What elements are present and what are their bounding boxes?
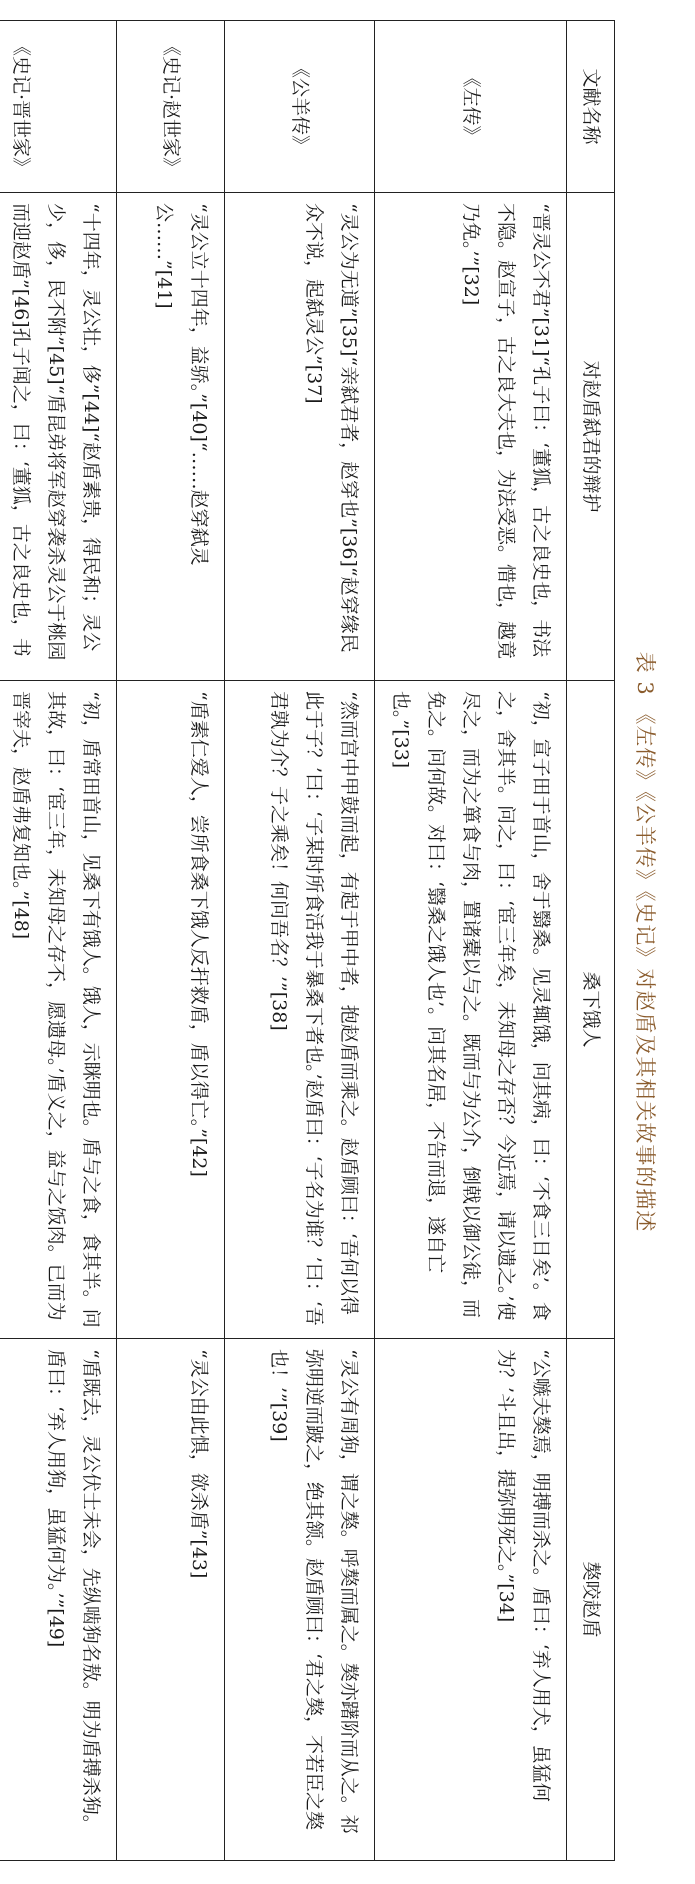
source-cell: 《史记·赵世家》 [117,21,225,193]
mastiff-cell: “灵公由此惧，欲杀盾”[43] [117,1339,225,1861]
hungry-man-cell: “盾素仁爱人，尝所食桑下饿人反扞救盾，盾以得亡。”[42] [117,681,225,1339]
table-row [117,21,225,1861]
source-cell: 《史记·晋世家》 [0,21,117,193]
table-row [0,21,117,1861]
mastiff-cell: “公嗾夫獒焉，明搏而杀之。盾曰：‘弃人用犬，虽猛何为？’斗且出，提弥明死之。”[34] [375,1339,567,1861]
defense-cell: “灵公立十四年，益骄。”[40]“……赵穿弑灵公……”[41] [117,193,225,681]
mastiff-cell: “盾既去，灵公伏士未会，先纵啮狗名敖。明为盾搏杀狗。盾曰：‘弃人用狗，虽猛何为。’”[49] [0,1339,117,1861]
defense-cell: “十四年，灵公壮，侈”[44]“赵盾素贵，得民和；灵公少，侈，民不附”[45]“盾昆弟将军赵穿袭杀灵公于桃园而迎赵盾”[46]孔子闻之，曰：‘董狐，古之良史也，书 [0,193,117,681]
defense-cell: “晋灵公不君”[31]“孔子曰：‘董狐，古之良史也，书法不隐。赵宣子，古之良大夫也，为法受恶。惜也，越竟乃免。’”[32] [375,193,567,681]
header-mastiff: 獒咬赵盾 [567,1339,615,1861]
mastiff-cell: “灵公有周狗，谓之獒。呼獒而属之。獒亦躇阶而从之。祁弥明逆而跛之，绝其颔。赵盾顾曰：‘君之獒，不若臣之獒也！’”[39] [225,1339,375,1861]
defense-cell: “灵公为无道”[35]“亲弑君者，赵穿也”[36]“赵穿缘民众不说，起弑灵公”[37] [225,193,375,681]
header-row [567,21,615,1861]
header-hungry-man: 桑下饿人 [567,681,615,1339]
source-cell: 《公羊传》 [225,21,375,193]
header-defense: 对赵盾弑君的辩护 [567,193,615,681]
table-caption: 表 3 《左传》《公羊传》《史记》对赵盾及其相关故事的描述 [633,651,657,1233]
hungry-man-cell: “然而宫中甲鼓而起，有起于甲中者，抱赵盾而乘之。赵盾顾曰：‘吾何以得此于子？’曰：‘子某时所食活我于暴桑下者也。’赵盾曰：‘子名为谁？’曰：‘吾君孰为介？子之乘矣！何问吾名？’”[38] [225,681,375,1339]
hungry-man-cell: “初，盾常田首山，见桑下有饿人。饿人，示眯明也。盾与之食，食其半。问其故，曰：‘宦三年，未知母之存不，愿遗母。’盾义之，益与之饭肉。已而为晋宰夫，赵盾弗复知也。”[48] [0,681,117,1339]
table-row [225,21,375,1861]
table-row [375,21,567,1861]
header-source: 文献名称 [567,21,615,193]
comparison-table [0,20,615,1861]
source-cell: 《左传》 [375,21,567,193]
hungry-man-cell: “初，宣子田于首山，舍于翳桑。见灵辄饿，问其病，曰：‘不食三日矣’。食之，舍其半。问之，曰：‘宦三年矣，未知母之存否？今近焉，请以遗之。’使尽之，而为之箪食与肉，置诸橐以与之。既而与为公介，倒戟以御公徒，而免之。问何故。对曰：‘翳桑之饿人也’。问其名居，不告而退，遂自亡也。”[33] [375,681,567,1339]
